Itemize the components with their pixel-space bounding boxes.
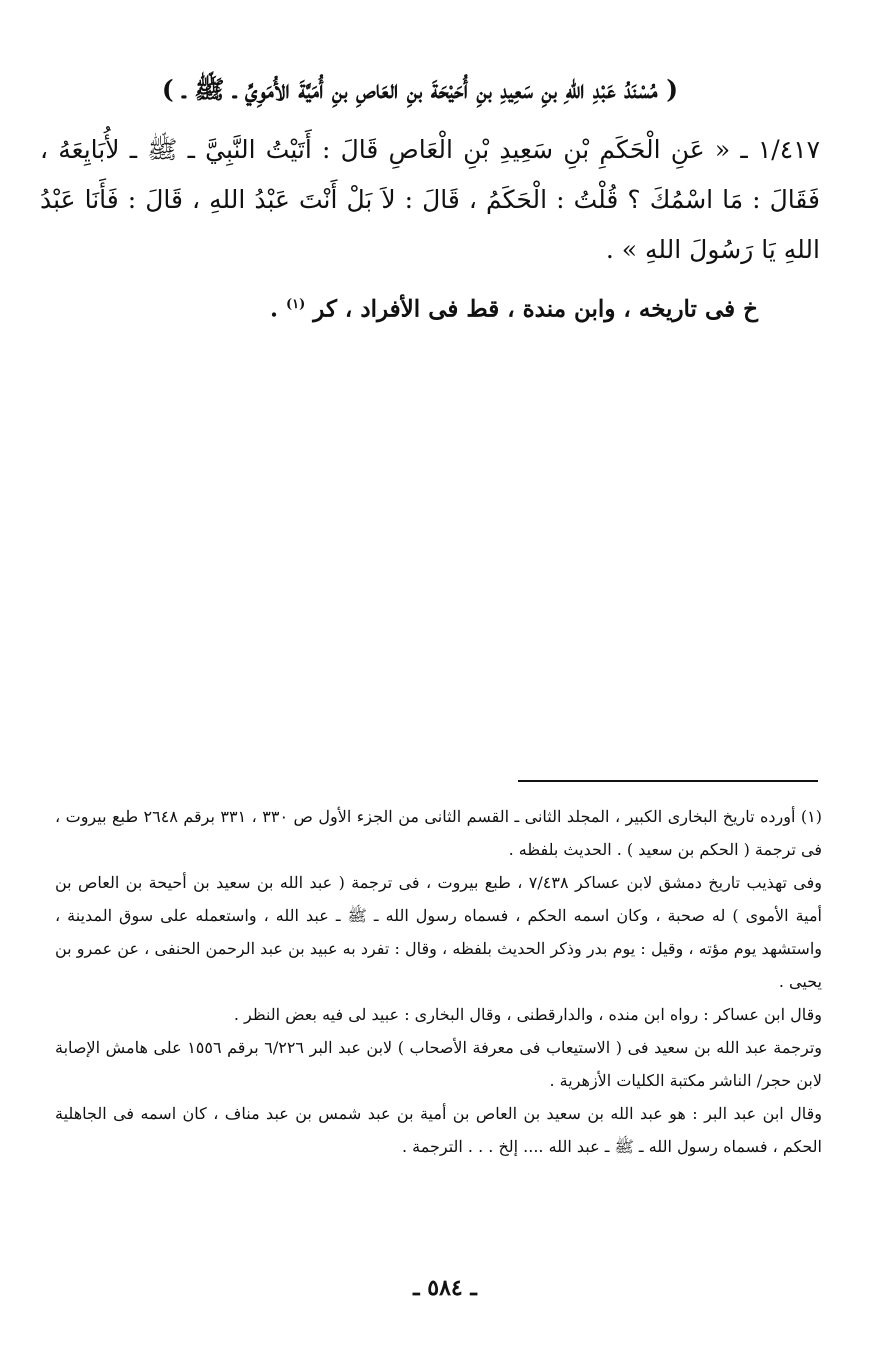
footnote-paragraph: وقال ابن عبد البر : هو عبد الله بن سعيد بن العاص بن أمية بن عبد شمس بن عبد مناف ، كان اسمه فى الجاهلية الحكم ، فسماه رسول الله ـ ﷺ ـ عبد الله .... إلخ . . . الترجمة .	[55, 1104, 822, 1156]
hadith-block	[40, 125, 820, 275]
footnote-marker: (١)	[285, 297, 306, 312]
source-end-punctuation: .	[269, 295, 278, 323]
footnote-paragraph: (١) أورده تاريخ البخارى الكبير ، المجلد الثانى ـ القسم الثانى من الجزء الأول ص ٣٣٠ ، ٣٣١ برقم ٢٦٤٨ طبع بيروت ، فى ترجمة ( الحكم بن سعيد ) . الحديث بلفظه .	[55, 807, 823, 859]
source-text: خ فى تاريخه ، وابن مندة ، قط فى الأفراد ، كر	[313, 295, 758, 323]
section-heading: ( مُسْنَدُ عَبْدِ اللهِ بنِ سَعِيدِ بنِ أُحَيْحَةَ بنِ العَاصِ بنِ أُمَيَّةَ الأُمَوِيِّ ـ ﷺ ـ )	[161, 75, 679, 104]
footnotes-block	[55, 800, 822, 1163]
footnote-divider	[518, 780, 818, 782]
footnote-paragraph: وفى تهذيب تاريخ دمشق لابن عساكر ٧/٤٣٨ ، طبع بيروت ، فى ترجمة ( عبد الله بن سعيد بن أحيحة بن العاص بن أمية الأموى ) له صحبة ، وكان اسمه الحكم ، فسماه رسول الله ـ ﷺ ـ عبد الله ، واستعمله على سوق المدينة ، واستشهد يوم مؤته ، وقيل : يوم بدر وذكر الحديث بلفظه ، وقال : تفرد به عبيد بن عبد الرحمن الحنفى ، عن عمرو بن يحيى .	[55, 873, 822, 991]
footnote-paragraph: وترجمة عبد الله بن سعيد فى ( الاستيعاب فى معرفة الأصحاب ) لابن عبد البر ٦/٢٢٦ برقم ١٥٥٦ على هامش الإصابة لابن حجر/ الناشر مكتبة الكليات الأزهرية .	[55, 1038, 823, 1090]
footnote-paragraph: وقال ابن عساكر : رواه ابن منده ، والدارقطنى ، وقال البخارى : عبيد لى فيه بعض النظر .	[233, 1005, 822, 1024]
source-attribution	[269, 285, 758, 330]
page-number: ـ ٥٨٤ ـ	[413, 1275, 477, 1301]
hadith-text: ١/٤١٧ ـ « عَنِ الْحَكَمِ بْنِ سَعِيدِ بْنِ الْعَاصِ قَالَ : أَتَيْتُ النَّبِيَّ ـ ﷺ ـ لأُبَايِعَهُ ، فَقَالَ : مَا اسْمُكَ ؟ قُلْتُ : الْحَكَمُ ، قَالَ : لاَ بَلْ أَنْتَ عَبْدُ اللهِ ، قَالَ : فَأَنَا عَبْدُ اللهِ يَا رَسُولَ اللهِ » .	[40, 135, 820, 264]
